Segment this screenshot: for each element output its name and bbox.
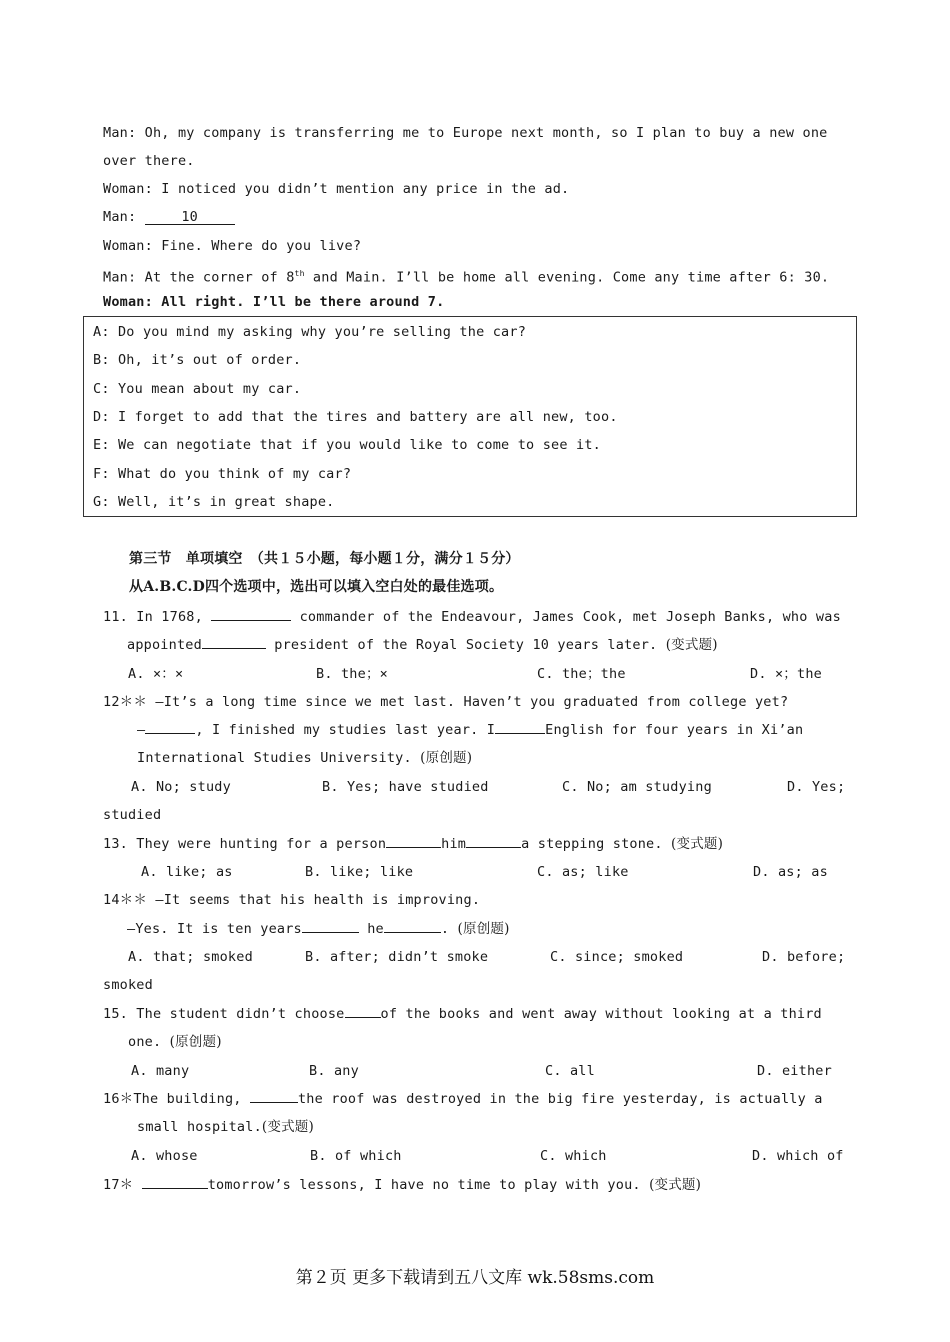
choice-a: A. No; study: [131, 779, 231, 795]
answer-blank: [202, 648, 266, 649]
question-13: 13. They were hunting for a person him a stepping stone. (变式题): [103, 836, 724, 852]
choice-d-wrap: studied: [103, 807, 162, 823]
choice-b: B. the；×: [316, 666, 388, 682]
choice-c: C. the；the: [537, 666, 626, 682]
question-14: 14＊＊ —It seems that his health is improving.: [103, 892, 481, 908]
option-item: D: I forget to add that the tires and battery are all new, too.: [93, 409, 618, 425]
choice-c: C. all: [545, 1063, 595, 1079]
choice-c: C. since; smoked: [550, 949, 684, 965]
choice-b: B. of which: [310, 1148, 402, 1164]
dialogue-line: Woman: Fine. Where do you live?: [103, 238, 362, 254]
answer-blank: [495, 733, 545, 734]
question-11: 11. In 1768, commander of the Endeavour, James Cook, met Joseph Banks, who was: [103, 609, 841, 625]
choice-d-wrap: smoked: [103, 977, 153, 993]
dialogue-line: Man: At the corner of 8th and Main. I’ll be home all evening. Come any time after 6: 30.: [103, 269, 830, 286]
answer-blank: [142, 1188, 208, 1189]
dialogue-line: Man: Oh, my company is transferring me to Europe next month, so I plan to buy a new one: [103, 125, 828, 141]
question-line: one. (原创题): [128, 1034, 222, 1050]
answer-blank: [386, 847, 441, 848]
choice-d: D. Yes;: [787, 779, 846, 795]
answer-blank: 10: [145, 210, 235, 225]
choice-a: A. many: [131, 1063, 190, 1079]
question-line: small hospital.(变式题): [137, 1119, 314, 1135]
choice-c: C. No; am studying: [562, 779, 712, 795]
dialogue-line: over there.: [103, 153, 195, 169]
option-item: B: Oh, it’s out of order.: [93, 352, 302, 368]
section-instruction: 从A.B.C.D四个选项中，选出可以填入空白处的最佳选项。: [129, 579, 504, 595]
dialogue-line: Woman: I noticed you didn’t mention any price in the ad.: [103, 181, 570, 197]
page-footer: 第２页 更多下载请到五八文库 wk.58sms.com: [295, 1268, 655, 1288]
choice-b: B. Yes; have studied: [322, 779, 489, 795]
choice-d: D. before;: [762, 949, 846, 965]
choice-d: D. ×；the: [750, 666, 822, 682]
question-15: 15. The student didn’t choose of the books and went away without looking at a third: [103, 1006, 822, 1022]
choice-a: A. like; as: [141, 864, 233, 880]
answer-blank: [211, 620, 291, 621]
answer-blank: [384, 932, 441, 933]
choice-a: A. whose: [131, 1148, 198, 1164]
question-17: 17＊ tomorrow’s lessons, I have no time to play with you. (变式题): [103, 1177, 702, 1193]
answer-blank: [302, 932, 359, 933]
option-item: C: You mean about my car.: [93, 381, 302, 397]
question-line: —Yes. It is ten years he . (原创题): [127, 921, 510, 937]
choice-b: B. like; like: [305, 864, 414, 880]
option-item: A: Do you mind my asking why you’re selling the car?: [93, 324, 527, 340]
choice-c: C. as; like: [537, 864, 629, 880]
section-title: 第三节 单项填空 （共１５小题，每小题１分，满分１５分）: [129, 551, 520, 567]
answer-blank: [345, 1017, 381, 1018]
choice-c: C. which: [540, 1148, 607, 1164]
question-16: 16＊The building, the roof was destroyed in the big fire yesterday, is actually a: [103, 1091, 823, 1107]
answer-blank: [250, 1102, 298, 1103]
answer-blank: [466, 847, 521, 848]
question-line: International Studies University. (原创题): [137, 750, 473, 766]
choice-d: D. as; as: [753, 864, 828, 880]
choice-a: A. that; smoked: [128, 949, 253, 965]
option-item: F: What do you think of my car?: [93, 466, 352, 482]
option-item: E: We can negotiate that if you would like to come to see it.: [93, 437, 601, 453]
question-12: 12＊＊ —It’s a long time since we met last. Haven’t you graduated from college yet?: [103, 694, 789, 710]
question-line: appointed president of the Royal Society 10 years later. (变式题): [127, 637, 718, 653]
choice-d: D. either: [757, 1063, 832, 1079]
choice-b: B. any: [309, 1063, 359, 1079]
dialogue-line: Woman: All right. I’ll be there around 7.: [103, 294, 445, 310]
dialogue-line: Man: 10: [103, 208, 235, 226]
option-item: G: Well, it’s in great shape.: [93, 494, 335, 510]
choice-a: A. ×：×: [128, 666, 184, 682]
choice-d: D. which of: [752, 1148, 844, 1164]
choice-b: B. after; didn’t smoke: [305, 949, 489, 965]
question-line: — , I finished my studies last year. I English for four years in Xi’an: [137, 722, 804, 738]
answer-blank: [145, 733, 195, 734]
